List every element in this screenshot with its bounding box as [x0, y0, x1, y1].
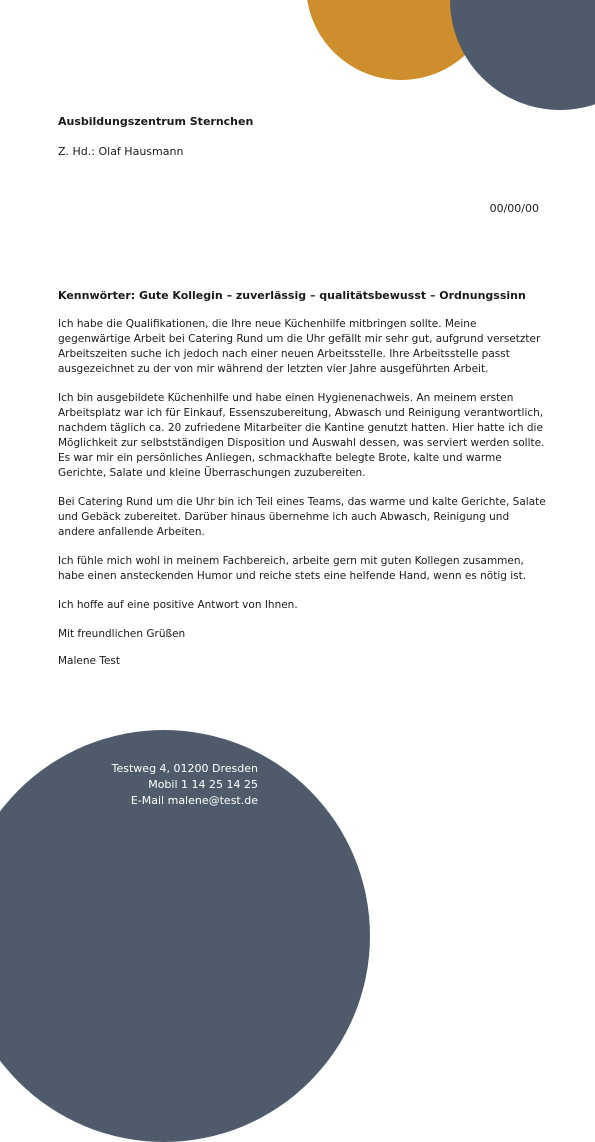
footer-email: E-Mail malene@test.de	[130, 794, 258, 807]
body-paragraph: Ich hoffe auf eine positive Antwort von Ihnen.	[58, 599, 298, 611]
recipient-contact: Z. Hd.: Olaf Hausmann	[58, 145, 184, 158]
letter-signature: Malene Test	[58, 655, 121, 667]
letter-closing: Mit freundlichen Grüßen	[58, 628, 186, 640]
letter-date: 00/00/00	[489, 202, 539, 215]
footer-contact-block	[90, 761, 258, 809]
footer-address: Testweg 4, 01200 Dresden	[111, 762, 258, 775]
body-paragraph: Bei Catering Rund um die Uhr bin ich Teil eines Teams, das warme und kalte Gerichte, Salate und Gebäck zubereitet. Darüber hinaus übernehme ich auch Abwasch, Reinigung und andere anfallende Arbeiten.	[58, 496, 546, 538]
body-paragraph: Ich habe die Qualifikationen, die Ihre neue Küchenhilfe mitbringen sollte. Meine gegenwärtige Arbeit bei Catering Rund um die Uhr gefällt mir sehr gut, aufgrund versetzter Arbeitszeiten suche ich jedoch nach einer neuen Arbeitsstelle. Ihre Arbeitsstelle passt ausgezeichnet zu der von mir während der letzten vier Jahre ausgeführten Arbeit.	[58, 318, 541, 375]
decorative-circle-slate-top	[450, 0, 595, 110]
letter-body	[58, 317, 546, 683]
body-paragraph: Ich bin ausgebildete Küchenhilfe und habe einen Hygienenachweis. An meinem ersten Arbeitsplatz war ich für Einkauf, Essenszubereitung, Abwasch und Reinigung verantwortlich, nachdem täglich ca. 20 zufriedene Mitarbeiter die Kantine genutzt hatten. Hier hatte ich die Möglichkeit zur selbstständigen Disposition und Auswahl dessen, was serviert werden sollte. Es war mir ein persönliches Anliegen, schmackhafte belegte Brote, kalte und warme Gerichte, Salate und kleine Überraschungen zuzubereiten.	[58, 392, 545, 479]
recipient-name: Ausbildungszentrum Sternchen	[58, 115, 254, 128]
footer-phone: Mobil 1 14 25 14 25	[148, 778, 258, 791]
body-paragraph: Ich fühle mich wohl in meinem Fachbereich, arbeite gern mit guten Kollegen zusammen, habe einen ansteckenden Humor und reiche stets eine helfende Hand, wenn es nötig ist.	[58, 555, 527, 582]
letter-subject: Kennwörter: Gute Kollegin – zuverlässig – qualitätsbewusst – Ordnungssinn	[58, 289, 526, 302]
